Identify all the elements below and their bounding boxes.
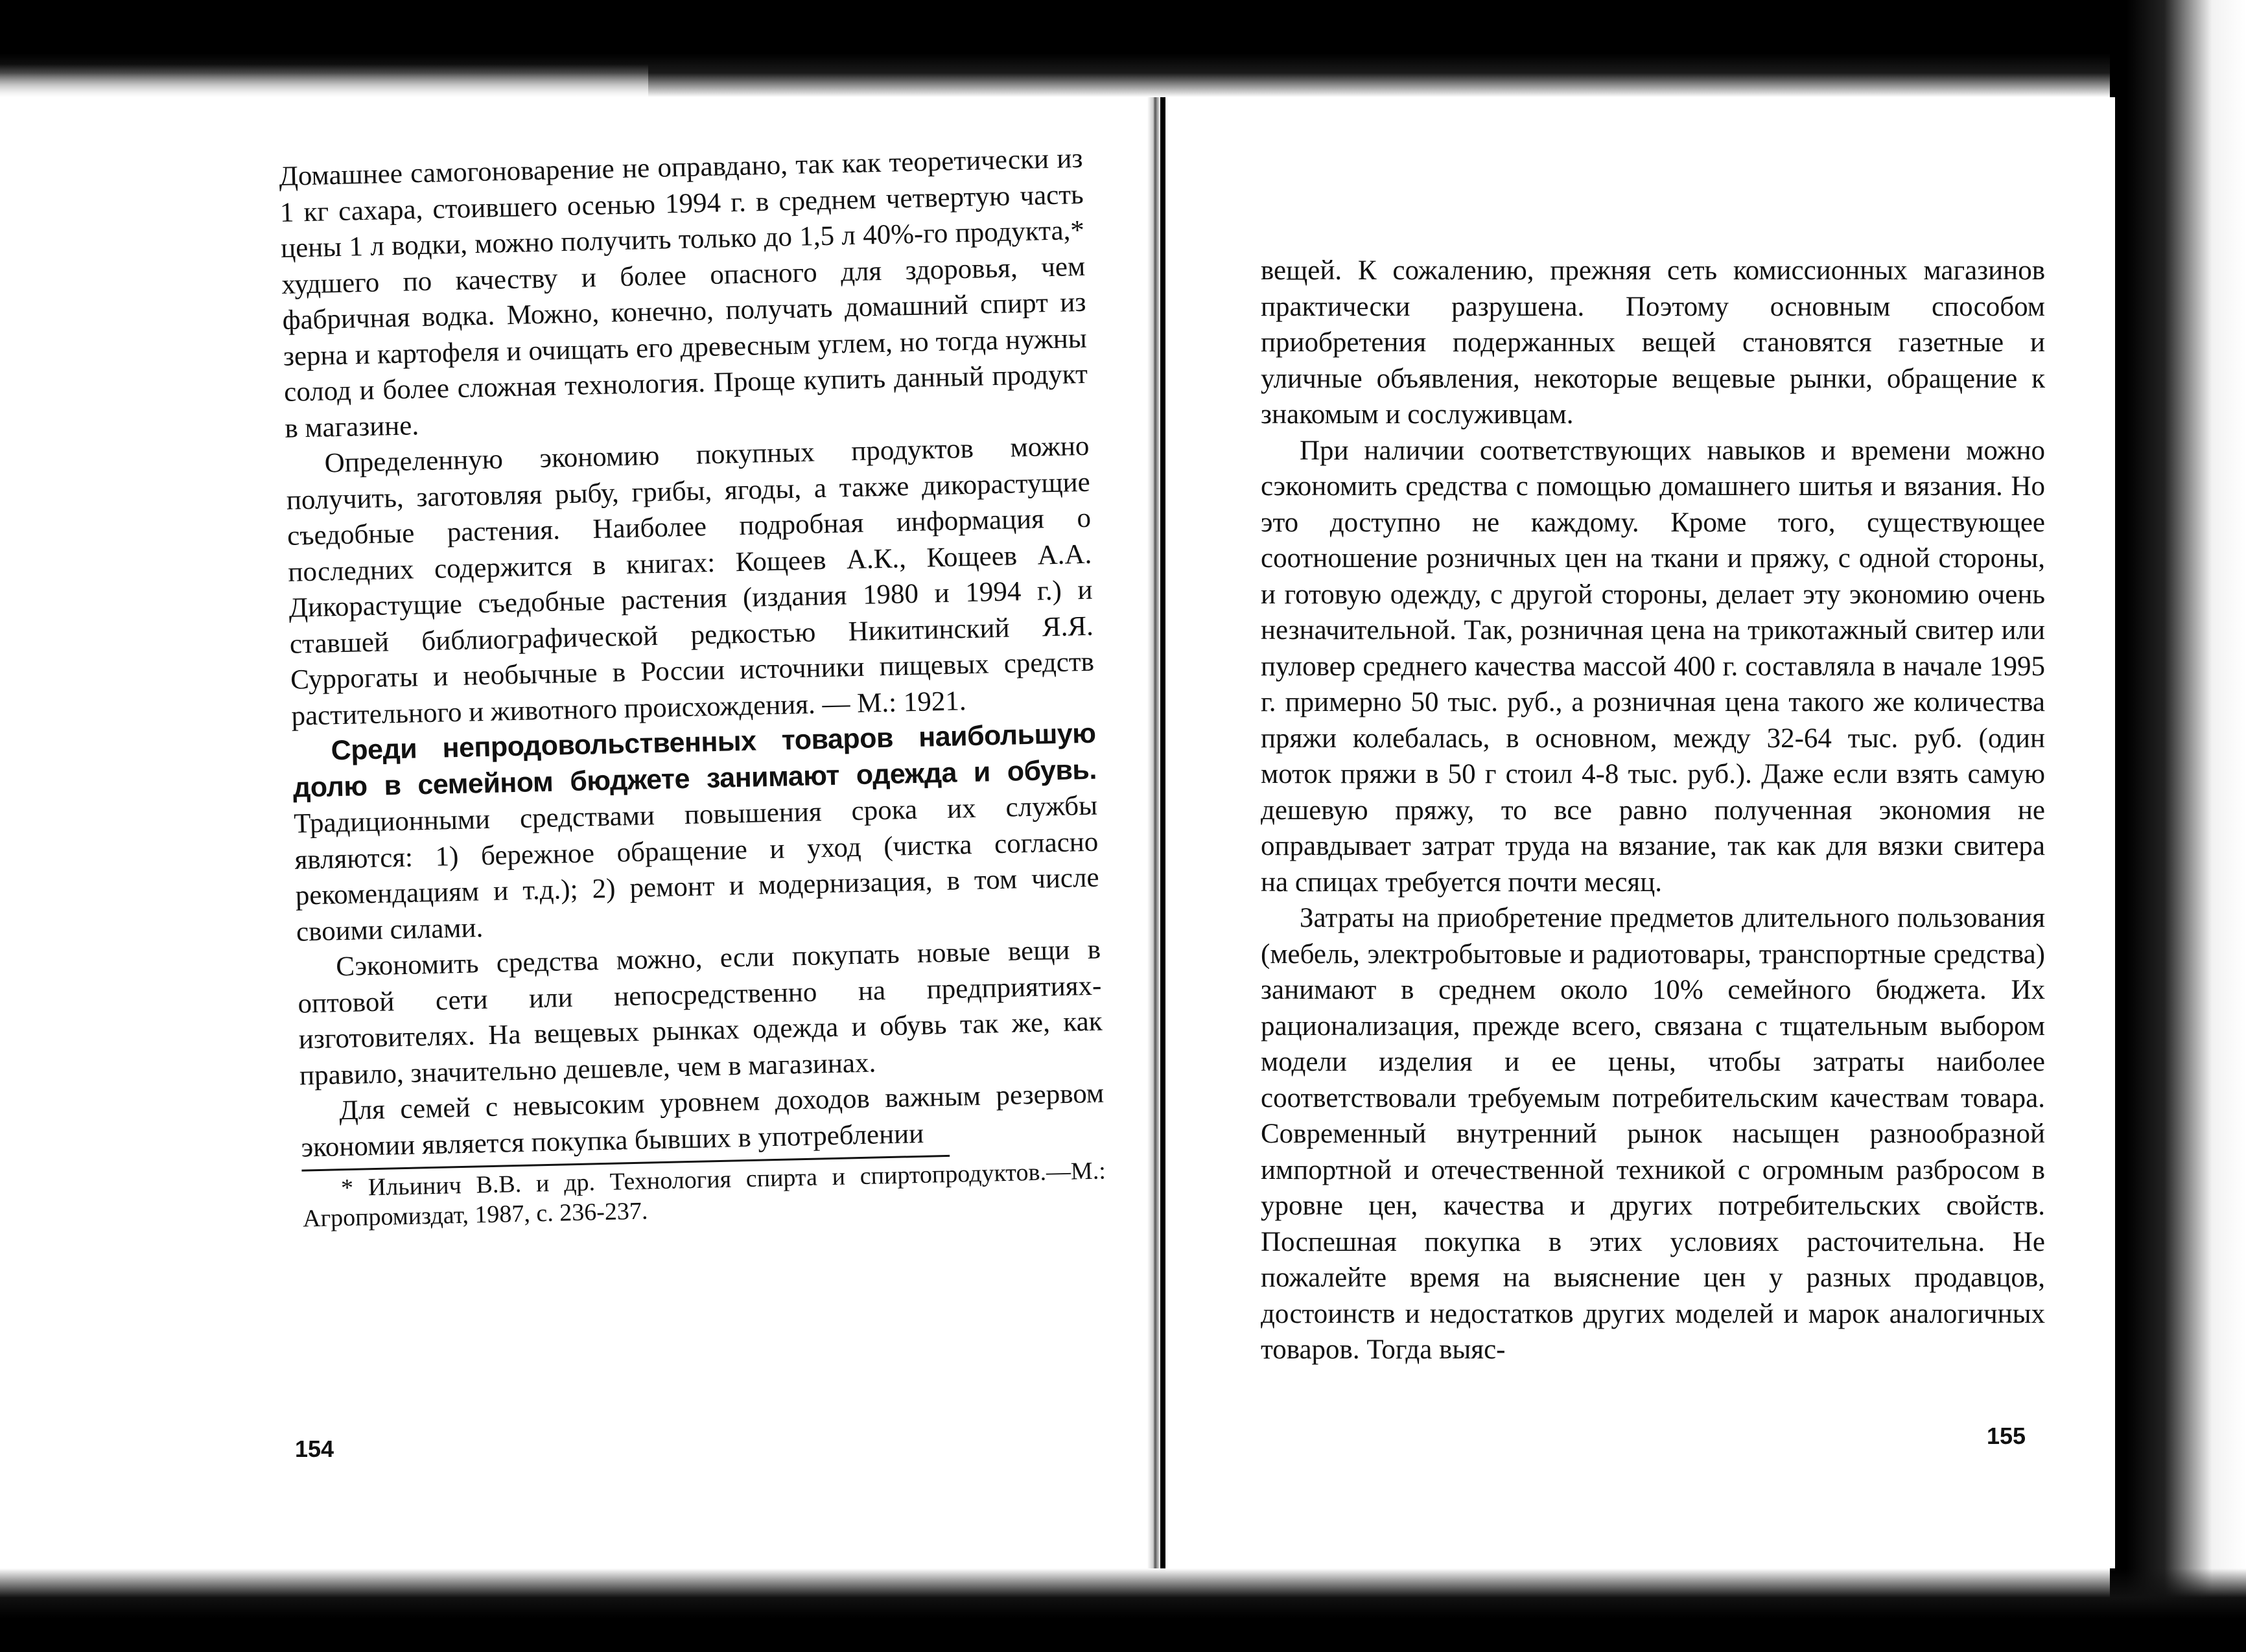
book-gutter	[1147, 97, 1160, 1568]
page-number-right: 155	[1987, 1423, 2026, 1449]
paragraph-wholesale: Сэкономить средства можно, если покупать новые вещи в оптовой сети или непосредственно на предприятиях-изготовителях. На вещевых рынках одежда и обувь так же, как правило, значительно дешевле, чем в магазинах.	[298, 934, 1103, 1091]
scan-border-bottom	[0, 1568, 2246, 1652]
scan-border-right	[2110, 0, 2246, 1652]
page-number-left: 154	[295, 1436, 334, 1462]
paragraph-foraging: Определенную экономию покупных продуктов можно получить, заготовляя рыбу, грибы, ягоды, а также дикорастущие съедобные растения. Наиболее подробная информация о последних содержится в книгах: Кощеев А.К., Кощеев А.А. Дикорастущие съедобные растения (издания 1980 и 1994 г.) и ставшей библиографической редкостью Никитинский Я.Я. Суррогаты и необычные в России источники пищевых средств растительного и животного происхождения. — М.: 1921.	[286, 430, 1095, 732]
paragraph-home-distilling: Домашнее самогоноварение не оправдано, так как теоретически из 1 кг сахара, стоившего осенью 1994 г. в среднем четвертую часть цены 1 л водки, можно получить только до 1,5 л 40%-го продукта,* худшего по качеству и более опасного для здоровья, чем фабричная водка. Можно, конечно, получать домашний спирт из зерна и картофеля и очищать его древесным углем, но тогда нужны солод и более сложная технология. Проще купить данный продукт в магазине.	[279, 143, 1088, 444]
paragraph-durable-goods: Затраты на приобретение предметов длительного пользования (мебель, электробытовые и радиотовары, транспортные средства) занимают в среднем около 10% семейного бюджета. Их рационализация, прежде всего, связана с тщательным выбором модели изделия и ее цены, чтобы затраты наиболее соответствовали требуемым потребительским качествам товара. Современный внутренний рынок насыщен разнообразной импортной и отечественной техникой с огромным разбросом в уровне цен, качества и других потребительских свойств. Поспешная покупка в этих условиях расточительна. Не пожалейте время на выяснение цен у разных продавцов, достоинств и недостатков других моделей и марок аналогичных товаров. Тогда выяс-	[1261, 903, 2045, 1365]
scan-smear	[0, 0, 648, 107]
paragraph-continuation: вещей. К сожалению, прежняя сеть комиссионных магазинов практически разрушена. Поэтому основным способом приобретения подержанных вещей становятся газетные и уличные объявления, некоторые вещевые рынки, обращение к знакомым и сослуживцам.	[1261, 255, 2045, 430]
footnote: * Ильинич В.В. и др. Технология спирта и спиртопродуктов.—М.: Агропромиздат, 1987, с. 236-237.	[302, 1157, 1106, 1233]
paragraph-knitting: При наличии соответствующих навыков и времени можно сэкономить средства с помощью домашнего шитья и вязания. Но это доступно не каждому. Кроме того, существующее соотношение розничных цен на ткани и пряжу, с одной стороны, и готовую одежду, с другой стороны, делает эту экономию очень незначительной. Так, розничная цена на трикотажный свитер или пуловер среднего качества массой 400 г. составляла в начале 1995 г. примерно 50 тыс. руб., а розничная цена такого же количества пряжи колебалась, в основном, между 32-64 тыс. руб. (один моток пряжи в 50 г стоил 4-8 тыс. руб.). Даже если взять самую дешевую пряжу, то все равно полученная экономия не оправдывает затрат труда на вязание, так как для вязки свитера на спицах требуется почти месяц.	[1261, 435, 2045, 898]
paragraph-clothing-rest: Традиционными средствами повышения срока их службы являются: 1) бережное обращение и уход (чистка согласно рекомендациям и т.д.); 2) ремонт и модернизация, в том числе своими силами.	[293, 790, 1100, 948]
bold-lead-sentence: Среди непродовольственных товаров наибольшую долю в семейном бюджете занимают одежда и обувь.	[292, 717, 1097, 804]
paragraph-used-goods: Для семей с невысоким уровнем доходов важным резервом экономии является покупка бывших в употреблении	[301, 1078, 1105, 1163]
paragraph-clothing	[292, 716, 1100, 950]
right-page-text	[1261, 253, 2045, 1368]
left-page-text	[279, 141, 1106, 1234]
